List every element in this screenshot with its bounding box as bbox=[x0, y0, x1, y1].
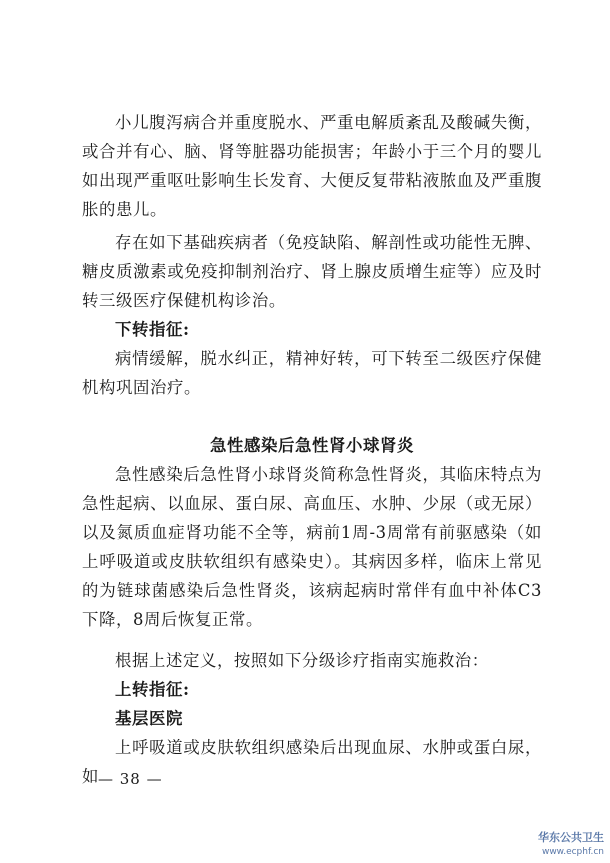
heading-downward-referral: 下转指征: bbox=[115, 320, 190, 339]
paragraph-underlying-diseases: 存在如下基础疾病者（免疫缺陷、解剖性或功能性无脾、糖皮质激素或免疫抑制剂治疗、肾上腺皮质增生症等）应及时转三级医疗保健机构诊治。 bbox=[82, 233, 542, 310]
paragraph-nephritis-definition: 急性感染后急性肾小球肾炎简称急性肾炎，其临床特点为急性起病、以血尿、蛋白尿、高血压、水肿、少尿（或无尿）以及氮质血症肾功能不全等，病前1周-3周常有前驱感染（如上呼吸道或皮肤软组织有感染史）。其病因多样，临床上常见的为链球菌感染后急性肾炎，该病起病时常伴有血中补体C3下降，8周后恢复正常。 bbox=[82, 465, 542, 629]
watermark-url: www.ecphf.cn bbox=[541, 847, 604, 857]
heading-upward-referral: 上转指征: bbox=[115, 680, 190, 699]
paragraph-grading-guide: 根据上述定义，按照如下分级诊疗指南实施救治： bbox=[115, 651, 489, 670]
page-number: — 38 — bbox=[98, 770, 163, 788]
paragraph-downward-referral: 病情缓解，脱水纠正，精神好转，可下转至二级医疗保健机构巩固治疗。 bbox=[82, 349, 542, 397]
paragraph-upward-referral-start: 上呼吸道或皮肤软组织感染后出现血尿、水肿或蛋白尿，如 bbox=[82, 738, 542, 786]
watermark bbox=[538, 831, 604, 859]
section-title-acute-nephritis: 急性感染后急性肾小球肾炎 bbox=[210, 436, 414, 455]
watermark-name: 华东公共卫生 bbox=[538, 831, 604, 844]
heading-basic-hospital: 基层医院 bbox=[115, 709, 183, 728]
paragraph-referral-criteria-diarrhea: 小儿腹泻病合并重度脱水、严重电解质紊乱及酸碱失衡，或合并有心、脑、肾等脏器功能损害；年龄小于三个月的婴儿如出现严重呕吐影响生长发育、大便反复带粘液脓血及严重腹胀的患儿。 bbox=[82, 113, 542, 219]
